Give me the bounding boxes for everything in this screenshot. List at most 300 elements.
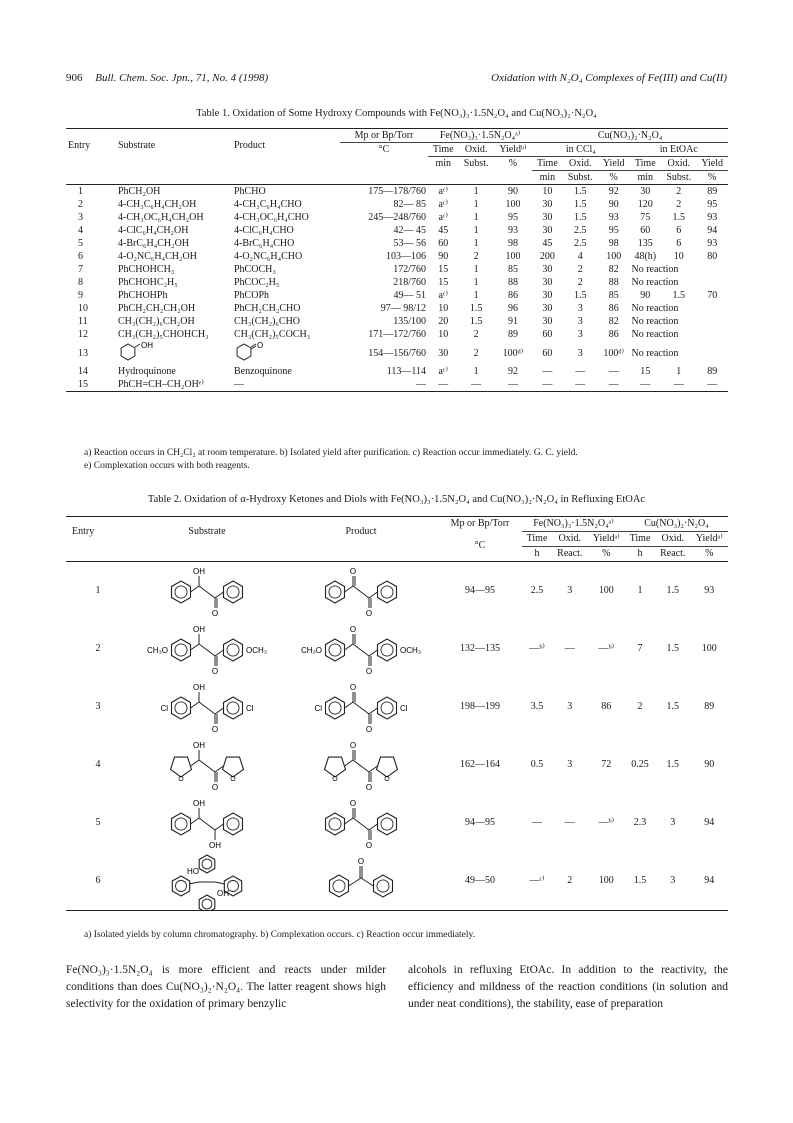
cell-cu_time: 2.3	[633, 817, 647, 828]
cell-r4-c10: 95	[608, 225, 619, 236]
t1-h-ccl4-yield: Yield	[598, 157, 630, 171]
cell-r9-c1: 9	[78, 290, 83, 301]
table-row	[66, 365, 728, 378]
table-row	[66, 185, 728, 199]
cell-r13-c8: 60	[542, 347, 553, 359]
cell-r12-c6: 2	[473, 329, 479, 340]
atom-label: OH	[193, 683, 205, 692]
structure-cell	[130, 678, 284, 736]
cell-cu_yield: 89	[704, 701, 715, 712]
t2-h-cu-time: Time	[625, 532, 655, 547]
cell-r13-c2	[116, 341, 232, 365]
cell-fe_time: —ᶜ⁾	[529, 875, 545, 886]
cell-r7-c6: 1	[473, 264, 479, 275]
cell-r9-c5: aᶜ⁾	[438, 290, 448, 301]
cell-fe_yield: —ᵇ⁾	[598, 817, 615, 828]
structure-cell	[130, 852, 284, 911]
table-row	[66, 250, 728, 263]
svg-text:O: O	[384, 776, 390, 783]
cell-r4-c6: 1	[473, 225, 479, 236]
t1-h-deg: °C	[378, 144, 390, 156]
cell-fe_oxid: 3	[567, 585, 573, 596]
body-text-right: alcohols in refluxing EtOAc. In addition to the reactivity, the efficiency and mildness of the reaction conditions (in solution and under neat conditions), the stability, ease of preparation	[408, 964, 728, 1010]
cell-r9-c7: 86	[507, 290, 518, 301]
atom-label: O	[365, 841, 373, 850]
cell-r1-c12: 2	[676, 186, 682, 197]
cell-entry: 4	[95, 759, 101, 770]
cell-r6-c1: 6	[78, 251, 83, 262]
t2-h-mp: Mp or Bp/Torr	[450, 518, 510, 530]
atom-label: OH	[193, 625, 205, 634]
cell-r2-c8: 30	[542, 199, 553, 210]
t1-h-ccl4-subst: Subst.	[567, 172, 593, 183]
cell-r11-c5: 20	[438, 316, 449, 327]
cell-entry: 5	[95, 817, 101, 828]
cell-r13-c5: 30	[438, 347, 449, 359]
table-row	[66, 562, 728, 621]
atom-label: O	[211, 725, 219, 734]
cell-r13-c7: 100ᵈ⁾	[502, 347, 524, 359]
cell-r4-c2: 4-ClC₆H₄CH₂OH	[118, 225, 189, 236]
t1-h-ccl4-oxid: Oxid.	[563, 157, 598, 171]
atom-label: O	[211, 783, 219, 792]
cell-r6-c3: 4-O₂NC₆H₄CHO	[234, 251, 303, 262]
cell-mp: 162—164	[460, 759, 500, 770]
running-header	[66, 72, 727, 88]
cell-r15-c1: 15	[78, 379, 88, 390]
product-structure-1	[301, 562, 421, 620]
cell-r7-c3: PhCOCH₃	[234, 264, 276, 275]
svg-text:OH: OH	[141, 341, 153, 350]
cell-mp: 49—50	[465, 875, 495, 886]
table1	[66, 128, 728, 392]
cell-r9-c12: 1.5	[672, 290, 685, 301]
structure-cell	[284, 852, 438, 911]
t2-h-entry: Entry	[72, 526, 95, 537]
cell-fe_oxid: 3	[567, 701, 573, 712]
cell-mp: 94—95	[465, 817, 495, 828]
cell-r15-c13: —	[707, 379, 718, 390]
cell-r15-c4: —	[416, 379, 426, 390]
t1-h-substrate: Substrate	[118, 140, 156, 151]
structure-cell	[130, 736, 284, 794]
cell-r12-c4: 171—172/760	[368, 329, 426, 340]
t2-h-cu-h: h	[637, 548, 643, 559]
atom-label: O	[365, 783, 373, 792]
atom-label: O	[357, 857, 365, 866]
table-row	[66, 736, 728, 794]
cell-r12-c9: 3	[577, 329, 583, 340]
cell-r12-c8: 60	[542, 329, 553, 340]
cell-r8-c6: 1	[473, 277, 479, 288]
cell-r15-c8: —	[542, 379, 553, 390]
t2-h-fe-h: h	[534, 548, 540, 559]
cell-r8-c11: No reaction	[631, 277, 679, 288]
cell-mp: 132—135	[460, 643, 500, 654]
cell-r15-c5: —	[438, 379, 449, 390]
t1-h-ccl4-time: Time	[532, 157, 562, 171]
cell-r1-c9: 1.5	[574, 186, 587, 197]
cell-entry: 1	[95, 585, 101, 596]
t1-h-etoac-subst: Subst.	[666, 172, 692, 183]
cell-cu_oxid: 3	[670, 817, 676, 828]
body-text-left: Fe(NO₃)₃·1.5N₂O₄ is more efficient and reacts under milder conditions than does Cu(NO₃)₂·N₂O₄. The latter reagent shows high selectivity for the oxidation of primary benzylic	[66, 964, 386, 1010]
cell-r1-c10: 92	[608, 186, 619, 197]
cell-r1-c4: 175—178/760	[368, 186, 426, 197]
cell-r2-c10: 90	[608, 199, 619, 210]
cell-r5-c11: 135	[637, 238, 653, 249]
cell-cu_yield: 93	[704, 585, 715, 596]
journal-citation: Bull. Chem. Soc. Jpn., 71, No. 4 (1998)	[95, 72, 269, 84]
t2-h-cu-pct: %	[705, 548, 714, 559]
t1-h-product: Product	[234, 140, 266, 151]
substrate-structure-6	[147, 852, 267, 910]
cell-r7-c7: 85	[507, 264, 518, 275]
t2-h-fe-yield: Yieldᵃ⁾	[588, 532, 625, 547]
cell-r6-c11: 48(h)	[634, 251, 657, 262]
cell-fe_oxid: 3	[567, 759, 573, 770]
cyclohexanol-structure	[118, 341, 158, 364]
cell-cu_oxid: 1.5	[666, 643, 680, 654]
right-substituent: OCH₃	[246, 646, 267, 655]
atom-label: O	[365, 609, 373, 618]
cell-r4-c13: 94	[707, 225, 718, 236]
cell-r2-c3: 4-CH₃C₆H₄CHO	[234, 199, 302, 210]
cell-r11-c8: 30	[542, 316, 553, 327]
cell-r15-c12: —	[673, 379, 684, 390]
t2-h-fe: Fe(NO₃)₃·1.5N₂O₄ᵃ⁾	[522, 517, 625, 532]
cell-r2-c2: 4-CH₃C₆H₄CH₂OH	[118, 199, 197, 210]
cell-r15-c11: —	[640, 379, 651, 390]
product-structure-2	[301, 620, 421, 678]
cell-r15-c2: PhCH=CH–CH₂OHᵉ⁾	[118, 379, 204, 390]
t1-h-etoac-pct: %	[708, 172, 717, 183]
cell-r8-c5: 15	[438, 277, 449, 288]
structure-cell	[130, 794, 284, 852]
table-row	[66, 237, 728, 250]
cell-r13-c1: 13	[78, 347, 88, 359]
header-left	[66, 72, 268, 84]
t1-h-fe-oxid: Oxid.	[458, 143, 493, 157]
right-substituent: OCH₃	[400, 646, 421, 655]
cell-r9-c4: 49— 51	[393, 290, 426, 301]
cell-r9-c2: PhCHOHPh	[118, 290, 168, 301]
cell-r2-c7: 100	[505, 199, 521, 210]
t2-h-fe-oxid: Oxid.	[552, 532, 588, 547]
cell-r11-c4: 135/100	[393, 316, 426, 327]
table-row	[66, 378, 728, 392]
cell-r10-c9: 3	[577, 303, 583, 314]
t1-h-fe-min: min	[435, 158, 451, 170]
cell-r15-c3: —	[234, 379, 244, 390]
atom-label: O	[349, 625, 357, 634]
table2	[66, 516, 728, 911]
cell-r5-c4: 53— 56	[393, 238, 426, 249]
substrate-structure-3	[147, 678, 267, 736]
cell-r6-c12: 10	[673, 251, 684, 262]
cell-cu_time: 1.5	[633, 875, 647, 886]
cell-r6-c6: 2	[473, 251, 479, 262]
atom-label: O	[349, 741, 357, 750]
cell-r3-c10: 93	[608, 212, 619, 223]
cell-r8-c1: 8	[78, 277, 83, 288]
t1-h-etoac-time: Time	[630, 157, 662, 171]
cell-r5-c10: 98	[608, 238, 619, 249]
atom-label: O	[349, 683, 357, 692]
cell-r5-c13: 93	[707, 238, 718, 249]
cell-fe_time: 3.5	[530, 701, 544, 712]
cell-r3-c12: 1.5	[672, 212, 685, 223]
cell-r12-c7: 89	[507, 329, 518, 340]
cell-r7-c5: 15	[438, 264, 449, 275]
cell-r6-c8: 200	[539, 251, 555, 262]
cell-r14-c5: aᶜ⁾	[438, 366, 448, 377]
product-structure-6	[301, 852, 421, 910]
cell-r1-c13: 89	[707, 186, 718, 197]
cell-r12-c1: 12	[78, 329, 88, 340]
svg-text:O: O	[257, 341, 264, 350]
cell-cu_yield: 90	[704, 759, 715, 770]
cell-r7-c9: 2	[577, 264, 583, 275]
table2-footnote: a) Isolated yields by column chromatography. b) Complexation occurs. c) Reaction occur immediately.	[84, 930, 476, 940]
cell-r7-c4: 172/760	[393, 264, 426, 275]
cell-r4-c9: 2.5	[574, 225, 587, 236]
table-row	[66, 328, 728, 341]
cell-r11-c7: 91	[507, 316, 518, 327]
cell-cu_oxid: 1.5	[666, 585, 680, 596]
cell-r6-c4: 103—106	[386, 251, 426, 262]
product-structure-4	[301, 736, 421, 794]
cell-cu_oxid: 1.5	[666, 701, 680, 712]
cell-r3-c5: aᶜ⁾	[438, 212, 448, 223]
cell-cu_yield: 94	[704, 817, 715, 828]
cell-r9-c10: 85	[608, 290, 619, 301]
cell-r10-c2: PhCH₂CH₂CH₂OH	[118, 303, 196, 314]
cell-r12-c11: No reaction	[631, 329, 679, 340]
cell-r15-c7: —	[507, 379, 518, 390]
cell-r7-c1: 7	[78, 264, 83, 275]
t2-h-fe-react: React.	[557, 548, 583, 559]
left-substituent: Cl	[160, 704, 168, 713]
cell-r14-c6: 1	[473, 366, 479, 377]
cell-r8-c9: 2	[577, 277, 583, 288]
cell-r7-c8: 30	[542, 264, 553, 275]
cell-cu_yield: 94	[704, 875, 715, 886]
cell-r7-c10: 82	[608, 264, 619, 275]
t1-h-entry: Entry	[68, 140, 91, 151]
t1-h-fe-subst: Subst.	[463, 158, 489, 170]
cell-r2-c1: 2	[78, 199, 83, 210]
cell-r2-c11: 120	[637, 199, 653, 210]
cell-r13-c4: 154—156/760	[368, 347, 426, 359]
cell-fe_yield: —ᵇ⁾	[598, 643, 615, 654]
table-row	[66, 289, 728, 302]
left-substituent: CH₃O	[301, 646, 322, 655]
cell-r1-c7: 90	[507, 186, 518, 197]
atom-label: O	[349, 567, 357, 576]
cell-r11-c1: 11	[78, 316, 88, 327]
cell-cu_time: 2	[637, 701, 643, 712]
structure-cell	[130, 620, 284, 678]
cell-r13-c6: 2	[473, 347, 479, 359]
t1-h-etoac: in EtOAc	[630, 143, 729, 157]
cell-r13-c10: 100ᵈ⁾	[603, 347, 624, 359]
cell-fe_yield: 100	[598, 875, 614, 886]
cell-r2-c6: 1	[473, 199, 479, 210]
cell-r12-c5: 10	[438, 329, 449, 340]
cell-r11-c9: 3	[577, 316, 583, 327]
cell-r4-c7: 93	[507, 225, 518, 236]
structure-cell	[284, 794, 438, 852]
right-substituent: Cl	[400, 704, 408, 713]
t1-h-etoac-yield: Yield	[696, 157, 728, 171]
table1-footnote-1: a) Reaction occurs in CH₂Cl₂ at room temperature. b) Isolated yield after purification. c) Reaction occur immediately. G. C. yield.	[84, 448, 578, 458]
table-row	[66, 678, 728, 736]
table-row	[66, 852, 728, 911]
cell-r10-c5: 10	[438, 303, 449, 314]
cell-r14-c9: —	[575, 366, 586, 377]
cell-r14-c7: 92	[507, 366, 518, 377]
atom-label: OH	[193, 799, 205, 808]
cell-r14-c2: Hydroquinone	[118, 366, 176, 377]
left-substituent: CH₃O	[147, 646, 168, 655]
t2-h-substrate: Substrate	[188, 526, 226, 537]
cell-mp: 94—95	[465, 585, 495, 596]
t1-h-etoac-min: min	[637, 172, 654, 183]
cell-r5-c8: 45	[542, 238, 553, 249]
cell-fe_yield: 86	[601, 701, 612, 712]
atom-label: HO	[187, 867, 199, 876]
t2-h-cu-react: React.	[660, 548, 686, 559]
svg-text:O: O	[230, 776, 236, 783]
table1-footnote-2: e) Complexation occurs with both reagents.	[84, 461, 250, 471]
table2-caption: Table 2. Oxidation of α-Hydroxy Ketones and Diols with Fe(NO₃)₃·1.5N₂O₄ and Cu(NO₃)₂·N₂O₄ in Refluxing EtOAc	[147, 494, 646, 505]
cell-r5-c1: 5	[78, 238, 83, 249]
t2-h-cu-yield: Yieldᵃ⁾	[691, 532, 728, 547]
t1-h-etoac-oxid: Oxid.	[661, 157, 696, 171]
t1-h-ccl4-pct: %	[609, 172, 618, 183]
table-row	[66, 341, 728, 365]
cell-r3-c1: 3	[78, 212, 83, 223]
table-row	[66, 198, 728, 211]
table-row	[66, 315, 728, 328]
substrate-structure-1	[147, 562, 267, 620]
cell-r9-c11: 90	[640, 290, 651, 301]
cell-r5-c6: 1	[473, 238, 479, 249]
atom-label: O	[365, 667, 373, 676]
cell-r1-c11: 30	[640, 186, 651, 197]
t1-h-mp: Mp or Bp/Torr	[340, 129, 428, 143]
cell-r4-c8: 30	[542, 225, 553, 236]
table-row	[66, 276, 728, 289]
cell-fe_time: 0.5	[530, 759, 544, 770]
cell-r14-c13: 89	[707, 366, 718, 377]
cell-r1-c3: PhCHO	[234, 186, 266, 197]
cell-r13-c3	[232, 341, 340, 365]
cell-r5-c5: 60	[438, 238, 449, 249]
svg-text:O: O	[332, 776, 338, 783]
cell-r12-c2: CH₃(CH₂)₅CHOHCH₃	[118, 329, 209, 340]
cell-r14-c12: 1	[676, 366, 682, 377]
cell-r2-c4: 82— 85	[393, 199, 426, 210]
t1-h-fe-time: Time	[428, 143, 458, 157]
svg-text:O: O	[178, 776, 184, 783]
cell-r4-c11: 60	[640, 225, 651, 236]
atom-label: OH	[209, 841, 221, 850]
cell-fe_oxid: —	[564, 643, 575, 654]
t1-h-fe: Fe(NO₃)₃·1.5N₂O₄ᵃ⁾	[428, 129, 532, 143]
structure-cell	[284, 620, 438, 678]
cell-r11-c2: CH₃(CH₂)₆CH₂OH	[118, 316, 195, 327]
cell-r7-c11: No reaction	[631, 264, 679, 275]
cell-r4-c3: 4-ClC₆H₄CHO	[234, 225, 294, 236]
cell-r15-c10: —	[608, 379, 619, 390]
cell-fe_time: —ᵇ⁾	[529, 643, 545, 654]
structure-cell	[130, 562, 284, 621]
page-number: 906	[66, 72, 83, 84]
t2-h-product: Product	[345, 526, 377, 537]
cell-r2-c5: aᶜ⁾	[438, 199, 448, 210]
table2-body	[66, 562, 728, 911]
cell-r1-c2: PhCH₂OH	[118, 186, 161, 197]
atom-label: OH	[217, 889, 229, 898]
cell-r15-c6: —	[471, 379, 482, 390]
cell-entry: 3	[95, 701, 101, 712]
cell-cu_yield: 100	[701, 643, 717, 654]
cell-r4-c12: 6	[676, 225, 682, 236]
cell-r6-c7: 100	[505, 251, 521, 262]
cell-cu_oxid: 1.5	[666, 759, 680, 770]
substrate-structure-5	[147, 794, 267, 852]
cell-r10-c11: No reaction	[631, 303, 679, 314]
cell-r3-c13: 93	[707, 212, 718, 223]
atom-label: O	[365, 725, 373, 734]
t2-h-deg: °C	[474, 540, 486, 552]
table-row	[66, 211, 728, 224]
cell-r5-c3: 4-BrC₆H₄CHO	[234, 238, 295, 249]
cell-cu_time: 0.25	[631, 759, 649, 770]
cell-r10-c3: PhCH₂CH₂CHO	[234, 303, 301, 314]
atom-label: OH	[193, 567, 205, 576]
cell-r8-c3: PhCOC₂H₅	[234, 277, 280, 288]
cell-r3-c8: 30	[542, 212, 553, 223]
cell-fe_time: 2.5	[530, 585, 544, 596]
cell-r3-c4: 245—248/760	[368, 212, 426, 223]
cell-r6-c13: 80	[707, 251, 718, 262]
cell-r6-c10: 100	[606, 251, 622, 262]
table1-body	[66, 185, 728, 392]
cell-r13-c9: 3	[577, 347, 583, 359]
cell-r11-c3: CH₃(CH₂)₆CHO	[234, 316, 301, 327]
atom-label: O	[349, 799, 357, 808]
right-substituent: Cl	[246, 704, 254, 713]
cell-r14-c3: Benzoquinone	[234, 366, 292, 377]
cell-r9-c8: 30	[542, 290, 553, 301]
cell-r9-c3: PhCOPh	[234, 290, 270, 301]
cell-r6-c9: 4	[577, 251, 583, 262]
t1-h-ccl4: in CCl₄	[532, 143, 629, 157]
cell-r8-c8: 30	[542, 277, 553, 288]
cell-cu_time: 7	[637, 643, 643, 654]
cell-r5-c2: 4-BrC₆H₄CH₂OH	[118, 238, 190, 249]
cell-r8-c2: PhCHOHC₂H₅	[118, 277, 178, 288]
t1-h-fe-yield: Yieldᵇ⁾	[494, 143, 532, 157]
cell-r1-c1: 1	[78, 186, 83, 197]
t2-h-cu: Cu(NO₃)₂·N₂O₄	[625, 517, 728, 532]
cell-r11-c10: 82	[608, 316, 619, 327]
cell-fe_time: —	[532, 817, 543, 828]
cell-r9-c13: 70	[707, 290, 718, 301]
